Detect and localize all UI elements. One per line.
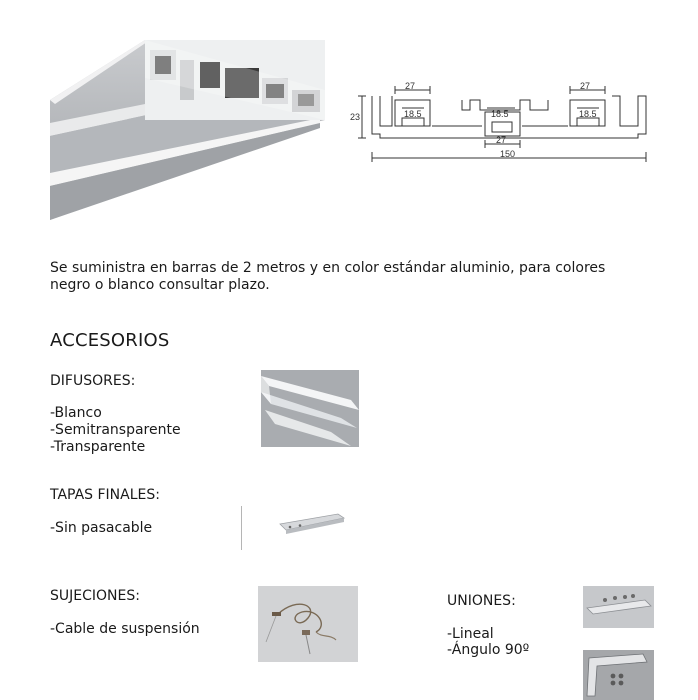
difusores-heading: DIFUSORES: xyxy=(50,373,136,389)
angle-union-photo xyxy=(583,650,654,700)
divider-line xyxy=(241,506,242,550)
difusor-item: -Semitransparente xyxy=(50,422,181,438)
dim-inner-center: 18.5 xyxy=(491,109,509,119)
suspension-cable-photo xyxy=(258,586,358,662)
diffuser-photo xyxy=(261,370,359,447)
technical-drawing xyxy=(350,82,650,167)
dim-inner-right: 18.5 xyxy=(579,109,597,119)
sujecion-item: -Cable de suspensión xyxy=(50,621,200,637)
dim-inner-left: 18.5 xyxy=(404,109,422,119)
linear-union-photo xyxy=(583,586,654,628)
profile-render xyxy=(50,38,325,220)
end-cap-photo xyxy=(278,510,346,536)
dim-height: 23 xyxy=(350,112,361,122)
product-description: Se suministra en barras de 2 metros y en color estándar aluminio, para colores negro o blanco consultar plazo. xyxy=(50,260,606,293)
union-item: -Ángulo 90º xyxy=(447,642,530,658)
dim-top-left: 27 xyxy=(405,82,416,91)
difusor-item: -Transparente xyxy=(50,439,146,455)
union-item: -Lineal xyxy=(447,626,494,642)
uniones-heading: UNIONES: xyxy=(447,593,516,609)
tapa-item: -Sin pasacable xyxy=(50,520,153,536)
difusor-item: -Blanco xyxy=(50,405,102,421)
dim-total: 150 xyxy=(500,149,516,159)
sujeciones-heading: SUJECIONES: xyxy=(50,588,140,604)
dim-bottom-center: 27 xyxy=(496,135,507,145)
tapas-heading: TAPAS FINALES: xyxy=(50,487,160,503)
accessories-title: ACCESORIOS xyxy=(50,330,170,351)
dim-top-right: 27 xyxy=(580,82,591,91)
